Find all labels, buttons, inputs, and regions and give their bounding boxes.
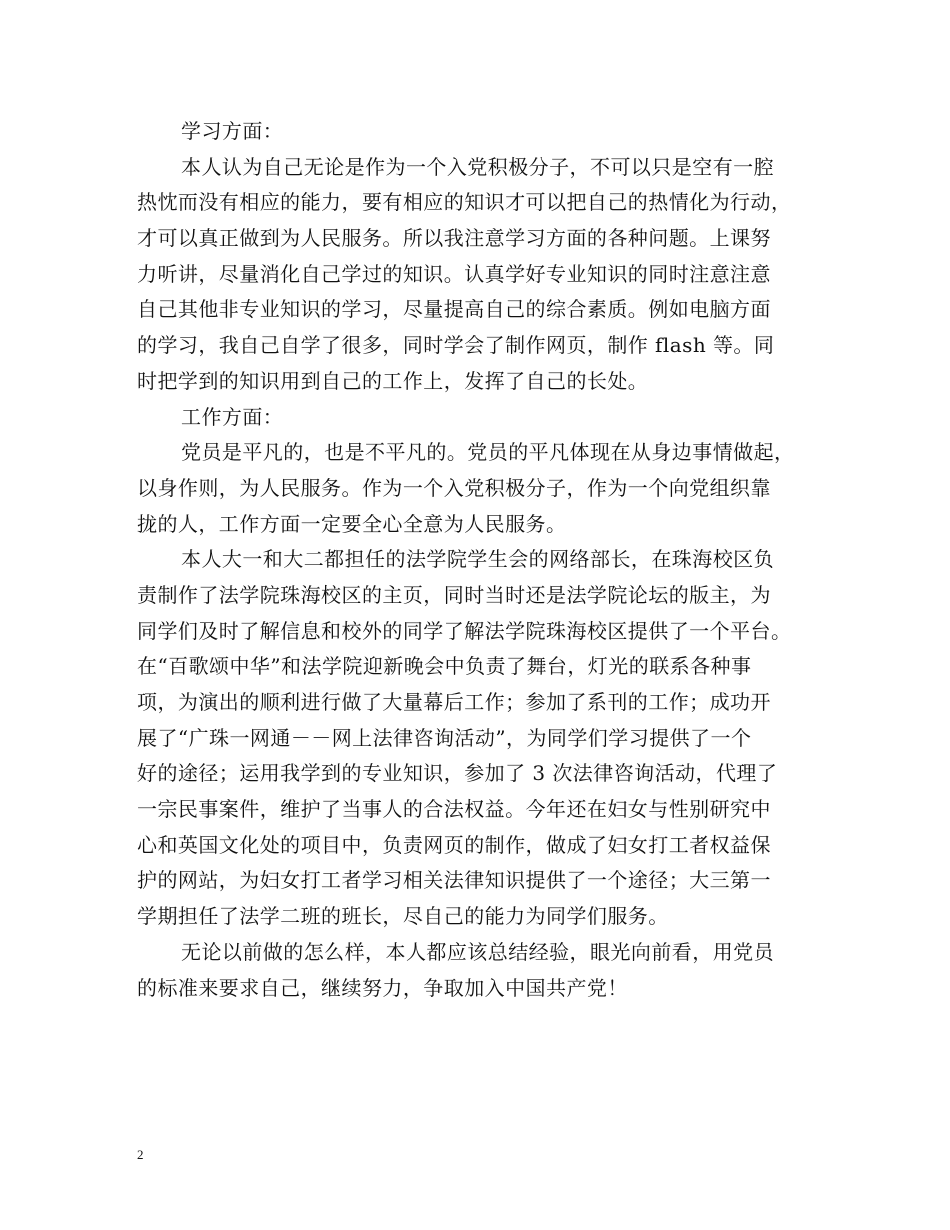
paragraph-line: 在“百歌颂中华”和法学院迎新晚会中负责了舞台，灯光的联系各种事 [137,654,752,679]
paragraph-line: 无论以前做的怎么样，本人都应该总结经验，眼光向前看，用党员 [181,939,775,964]
paragraph-line: 学期担任了法学二班的班长，尽自己的能力为同学们服务。 [137,904,669,929]
paragraph-line: 党员是平凡的，也是不平凡的。党员的平凡体现在从身边事情做起， [181,440,795,465]
paragraph-line: 以身作则，为人民服务。作为一个入党积极分子，作为一个向党组织靠 [137,475,771,500]
paragraph-line: 热忱而没有相应的能力，要有相应的知识才可以把自己的热情化为行动， [137,190,792,215]
paragraph-line: 自己其他非专业知识的学习，尽量提高自己的综合素质。例如电脑方面 [137,297,771,322]
paragraph-line: 的学习，我自己自学了很多，同时学会了制作网页，制作 flash 等。同 [137,333,775,358]
paragraph-line: 好的途径；运用我学到的专业知识，参加了 3 次法律咨询活动，代理了 [137,761,778,786]
paragraph-line: 展了“广珠一网通－－网上法律咨询活动”，为同学们学习提供了一个 [137,725,752,750]
paragraph-line: 责制作了法学院珠海校区的主页，同时当时还是法学院论坛的版主，为 [137,582,771,607]
paragraph-line: 的标准来要求自己，继续努力，争取加入中国共产党！ [137,975,628,1000]
paragraph-line: 本人大一和大二都担任的法学院学生会的网络部长，在珠海校区负 [181,547,775,572]
paragraph-line: 时把学到的知识用到自己的工作上，发挥了自己的长处。 [137,368,649,393]
paragraph-line: 同学们及时了解信息和校外的同学了解法学院珠海校区提供了一个平台。 [137,618,792,643]
paragraph-line: 才可以真正做到为人民服务。所以我注意学习方面的各种问题。上课努 [137,226,771,251]
paragraph-line: 项，为演出的顺利进行做了大量幕后工作；参加了系刊的工作；成功开 [137,690,771,714]
paragraph-line: 拢的人，工作方面一定要全心全意为人民服务。 [137,511,567,536]
page-number: 2 [137,1147,144,1162]
paragraph-line: 一宗民事案件，维护了当事人的合法权益。今年还在妇女与性别研究中 [137,797,771,822]
paragraph-line: 心和英国文化处的项目中，负责网页的制作，做成了妇女打工者权益保 [137,832,771,857]
paragraph-line: 护的网站，为妇女打工者学习相关法律知识提供了一个途径；大三第一 [137,868,771,893]
section-heading-work: 工作方面： [181,404,284,429]
paragraph-line: 力听讲，尽量消化自己学过的知识。认真学好专业知识的同时注意注意 [137,261,771,286]
section-heading-study: 学习方面： [181,119,284,143]
paragraph-line: 本人认为自己无论是作为一个入党积极分子，不可以只是空有一腔 [181,154,775,179]
document-body [137,114,817,1006]
